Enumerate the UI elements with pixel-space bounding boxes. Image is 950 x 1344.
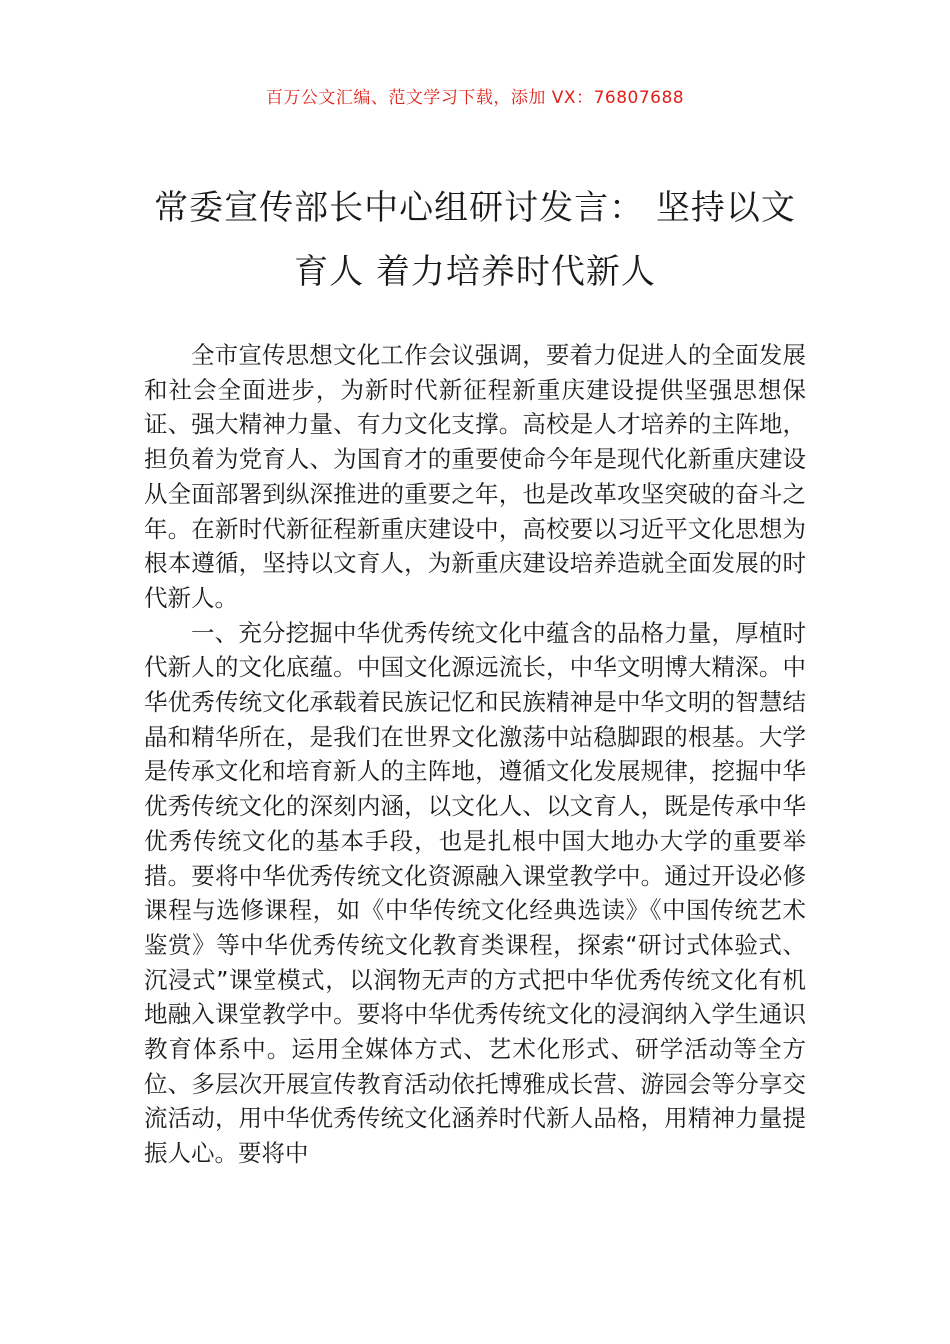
title-line-2: 育人 着力培养时代新人 [294, 252, 656, 292]
document-title [140, 176, 810, 304]
paragraph-intro: 全市宣传思想文化工作会议强调，要着力促进人的全面发展和社会全面进步，为新时代新征程新重庆建设提供坚强思想保证、强大精神力量、有力文化支撑。高校是人才培养的主阵地，担负着为党育人、为国育才的重要使命今年是现代化新重庆建设从全面部署到纵深推进的重要之年，也是改革攻坚突破的奋斗之年。在新时代新征程新重庆建设中，高校要以习近平文化思想为根本遵循，坚持以文育人，为新重庆建设培养造就全面发展的时代新人。 [144, 341, 806, 612]
paragraph-section-1: 一、充分挖掘中华优秀传统文化中蕴含的品格力量，厚植时代新人的文化底蕴。中国文化源远流长，中华文明博大精深。中华优秀传统文化承载着民族记忆和民族精神是中华文明的智慧结晶和精华所在，是我们在世界文化激荡中站稳脚跟的根基。大学是传承文化和培育新人的主阵地，遵循文化发展规律，挖掘中华优秀传统文化的深刻内涵，以文化人、以文育人，既是传承中华优秀传统文化的基本手段，也是扎根中国大地办大学的重要举措。要将中华优秀传统文化资源融入课堂教学中。通过开设必修课程与选修课程，如《中华传统文化经典选读》《中国传统艺术鉴赏》等中华优秀传统文化教育类课程，探索“研讨式体验式、沉浸式”课堂模式，以润物无声的方式把中华优秀传统文化有机地融入课堂教学中。要将中华优秀传统文化的浸润纳入学生通识教育体系中。运用全媒体方式、艺术化形式、研学活动等全方位、多层次开展宣传教育活动依托博雅成长营、游园会等分享交流活动，用中华优秀传统文化涵养时代新人品格，用精神力量提振人心。要将中 [144, 618, 806, 1168]
document-body [144, 338, 806, 1171]
header-note: 百万公文汇编、范文学习下载，添加 VX：76807688 [265, 88, 685, 108]
title-line-1: 常委宣传部长中心组研讨发言： 坚持以文 [154, 188, 796, 228]
